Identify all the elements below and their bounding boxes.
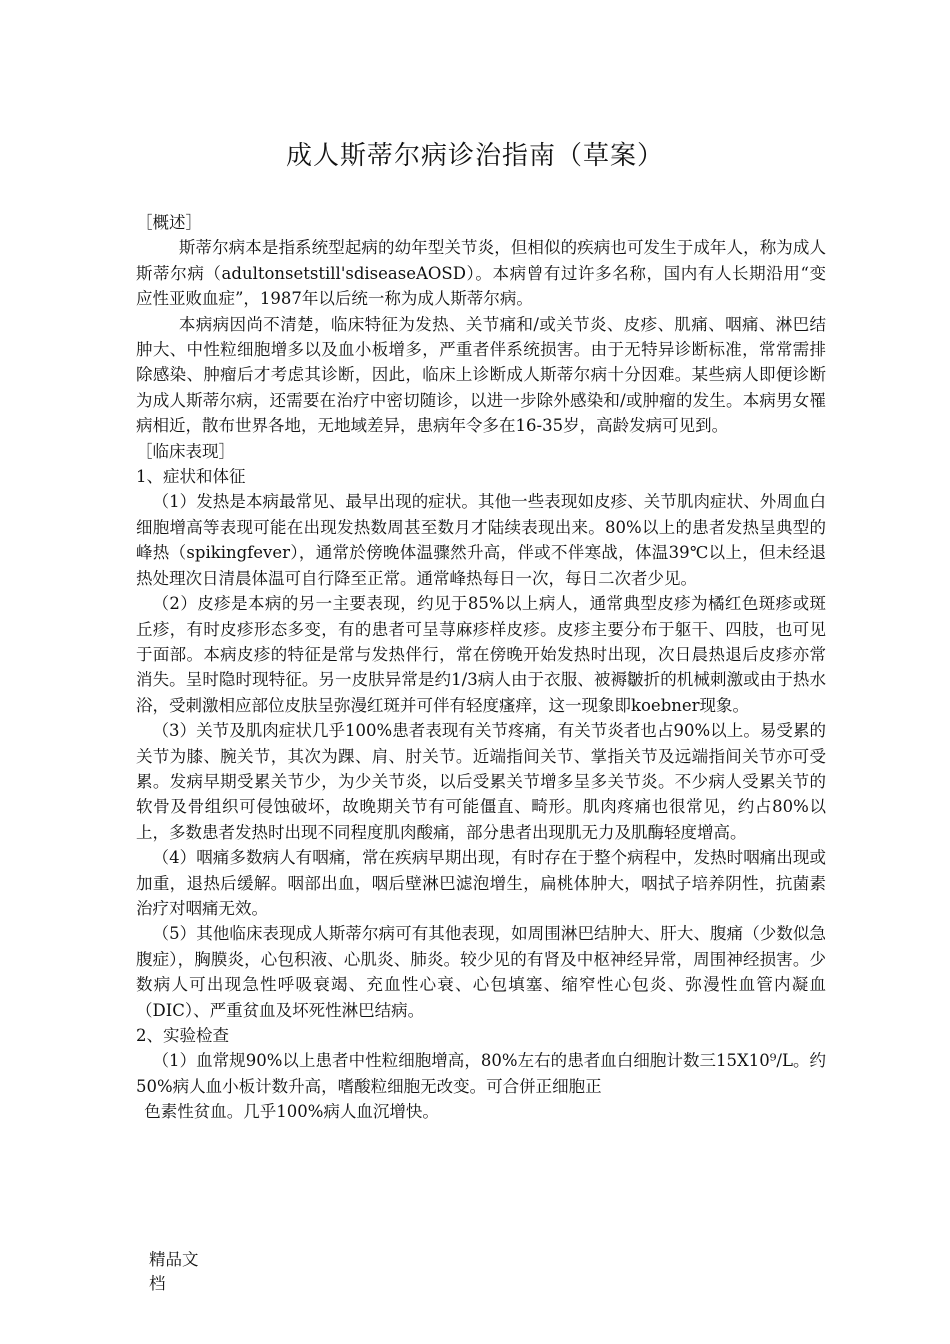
paragraph-blood-routine: （1）血常规90%以上患者中性粒细胞增高，80%左右的患者血白细胞计数三15X10⁹/L。约50%病人血小板计数升高，嗜酸粒细胞无改变。可合併正细胞正: [136, 1051, 826, 1096]
paragraph-joints: （3）关节及肌肉症状几乎100%患者表现有关节疼痛，有关节炎者也占90%以上。易受累的关节为膝、腕关节，其次为踝、肩、肘关节。近端指间关节、掌指关节及远端指间关节亦可受累。发病早期受累关节少，为少关节炎，以后受累关节增多呈多关节炎。不少病人受累关节的软骨及骨组织可侵蚀破坏，故晚期关节有可能僵直、畸形。肌肉疼痛也很常见，约占80%以上，多数患者发热时出现不同程度肌肉酸痛，部分患者出现肌无力及肌酶轻度增高。: [136, 721, 826, 842]
document-title: 成人斯蒂尔病诊治指南（草案）: [285, 141, 664, 171]
paragraph-fever: （1）发热是本病最常见、最早出现的症状。其他一些表现如皮疹、关节肌肉症状、外周血白细胞增高等表现可能在出现发热数周甚至数月才陆续表现出来。80%以上的患者发热呈典型的峰热（spikingfever），通常於傍晚体温骤然升高，伴或不伴寒战，体温39℃以上，但未经退热处理次日清晨体温可自行降至正常。通常峰热每日一次，每日二次者少见。: [136, 492, 826, 588]
section-heading-overview: ［概述］: [136, 213, 202, 232]
paragraph-blood-routine-cont: 色素性贫血。几乎100%病人血沉增快。: [144, 1102, 439, 1122]
section-heading-clinical: ［临床表现］: [136, 441, 235, 461]
paragraph-rash: （2）皮疹是本病的另一主要表现，约见于85%以上病人，通常典型皮疹为橘红色斑疹或斑丘疹，有时皮疹形态多变，有的患者可呈荨麻疹样皮疹。皮疹主要分布于躯干、四肢，也可见于面部。本病皮疹的特征是常与发热伴行，常在傍晚开始发热时出现，次日晨热退后皮疹亦常消失。呈时隐时现特征。另一皮肤异常是约1/3病人由于衣服、被褥皺折的机械刺激或由于热水浴，受刺激相应部位皮肤呈弥漫红斑并可伴有轻度瘙痒，这一现象即koebner现象。: [136, 594, 826, 715]
footer-watermark: 精品文档: [149, 1250, 199, 1293]
subsection-heading-symptoms: 1、症状和体征: [136, 467, 246, 487]
subsection-heading-lab: 2、实验检查: [136, 1026, 229, 1045]
paragraph-sore-throat: （4）咽痛多数病人有咽痛，常在疾病早期出现，有时存在于整个病程中，发热时咽痛出现或加重，退热后缓解。咽部出血，咽后壁淋巴滤泡增生，扁桃体肿大，咽拭子培养阴性，抗菌素治疗对咽痛无效。: [136, 848, 826, 918]
paragraph-definition: 斯蒂尔病本是指系统型起病的幼年型关节炎，但相似的疾病也可发生于成年人，称为成人斯蒂尔病（adultonsetstill'sdiseaseAOSD）。本病曾有过许多名称，国内有人长期沿用“变应性亚败血症”，1987年以后统一称为成人斯蒂尔病。: [136, 238, 826, 309]
paragraph-etiology: 本病病因尚不清楚，临床特征为发热、关节痛和/或关节炎、皮疹、肌痛、咽痛、淋巴结肿大、中性粒细胞增多以及血小板增多，严重者伴系统损害。由于无特异诊断标准，常常需排除感染、肿瘤后才考虑其诊断，因此，临床上诊断成人斯蒂尔病十分因难。某些病人即便诊断为成人斯蒂尔病，还需要在治疗中密切随诊，以进一步除外感染和/或肿瘤的发生。本病男女罹病相近，散布世界各地，无地域差异，患病年令多在16-35岁，高龄发病可见到。: [136, 314, 826, 436]
paragraph-other: （5）其他临床表现成人斯蒂尔病可有其他表现，如周围淋巴结肿大、肝大、腹痛（少数似急腹症），胸膜炎，心包积液、心肌炎、肺炎。较少见的有肾及中枢神经异常，周围神经损害。少数病人可出现急性呼吸衰竭、充血性心衰、心包填塞、缩窄性心包炎、弥漫性血管内凝血（DIC）、严重贫血及坏死性淋巴结病。: [136, 924, 826, 1020]
document-body: [136, 210, 826, 1125]
